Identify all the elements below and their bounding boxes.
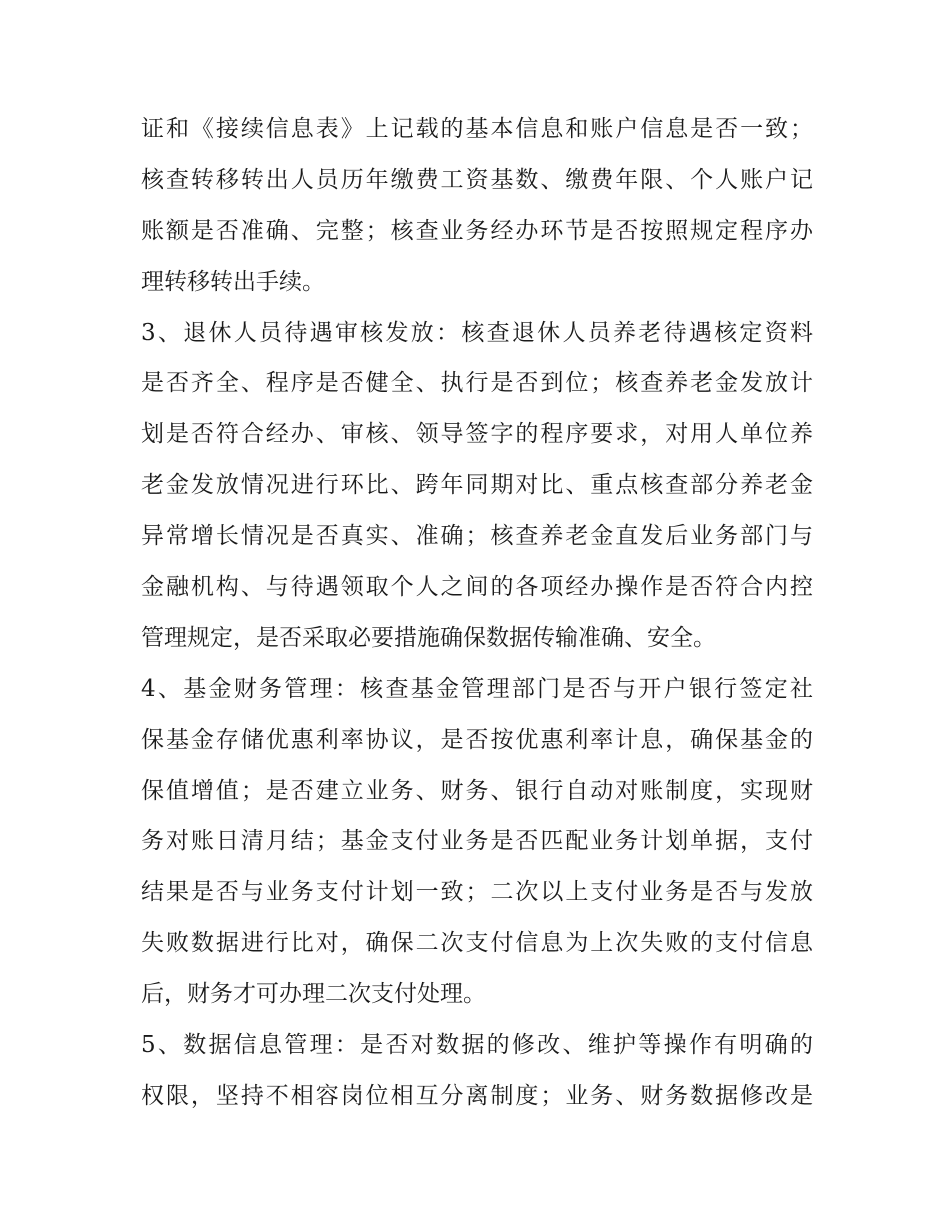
text-line: 核查转移转出人员历年缴费工资基数、缴费年限、个人账户记 [141, 166, 813, 193]
text-line: 3、退休人员待遇审核发放：核查退休人员养老待遇核定资料 [141, 319, 813, 346]
text-line: 4、基金财务管理：核查基金管理部门是否与开户银行签定社 [141, 675, 813, 702]
text-line: 权限，坚持不相容岗位相互分离制度；业务、财务数据修改是 [141, 1082, 813, 1109]
text-line: 后，财务才可办理二次支付处理。 [141, 981, 486, 1008]
text-line: 5、数据信息管理：是否对数据的修改、维护等操作有明确的 [141, 1032, 813, 1059]
text-line: 保值增值；是否建立业务、财务、银行自动对账制度，实现财 [141, 777, 813, 804]
text-line: 结果是否与业务支付计划一致；二次以上支付业务是否与发放 [141, 879, 813, 906]
text-line: 划是否符合经办、审核、领导签字的程序要求，对用人单位养 [141, 421, 813, 448]
text-line: 失败数据进行比对，确保二次支付信息为上次失败的支付信息 [141, 930, 813, 957]
body-text [141, 104, 813, 1122]
text-line: 理转移转出手续。 [141, 268, 325, 295]
text-line: 管理规定，是否采取必要措施确保数据传输准确、安全。 [141, 624, 716, 651]
text-line: 账额是否准确、完整；核查业务经办环节是否按照规定程序办 [141, 217, 813, 244]
text-line: 金融机构、与待遇领取个人之间的各项经办操作是否符合内控 [141, 574, 813, 601]
text-line: 务对账日清月结；基金支付业务是否匹配业务计划单据，支付 [141, 828, 813, 855]
text-line: 证和《接续信息表》上记载的基本信息和账户信息是否一致； [141, 116, 813, 142]
text-line: 老金发放情况进行环比、跨年同期对比、重点核查部分养老金 [141, 472, 813, 499]
text-line: 异常增长情况是否真实、准确；核查养老金直发后业务部门与 [141, 523, 813, 550]
text-line: 是否齐全、程序是否健全、执行是否到位；核查养老金发放计 [141, 370, 813, 397]
text-line: 保基金存储优惠利率协议，是否按优惠利率计息，确保基金的 [141, 726, 813, 753]
